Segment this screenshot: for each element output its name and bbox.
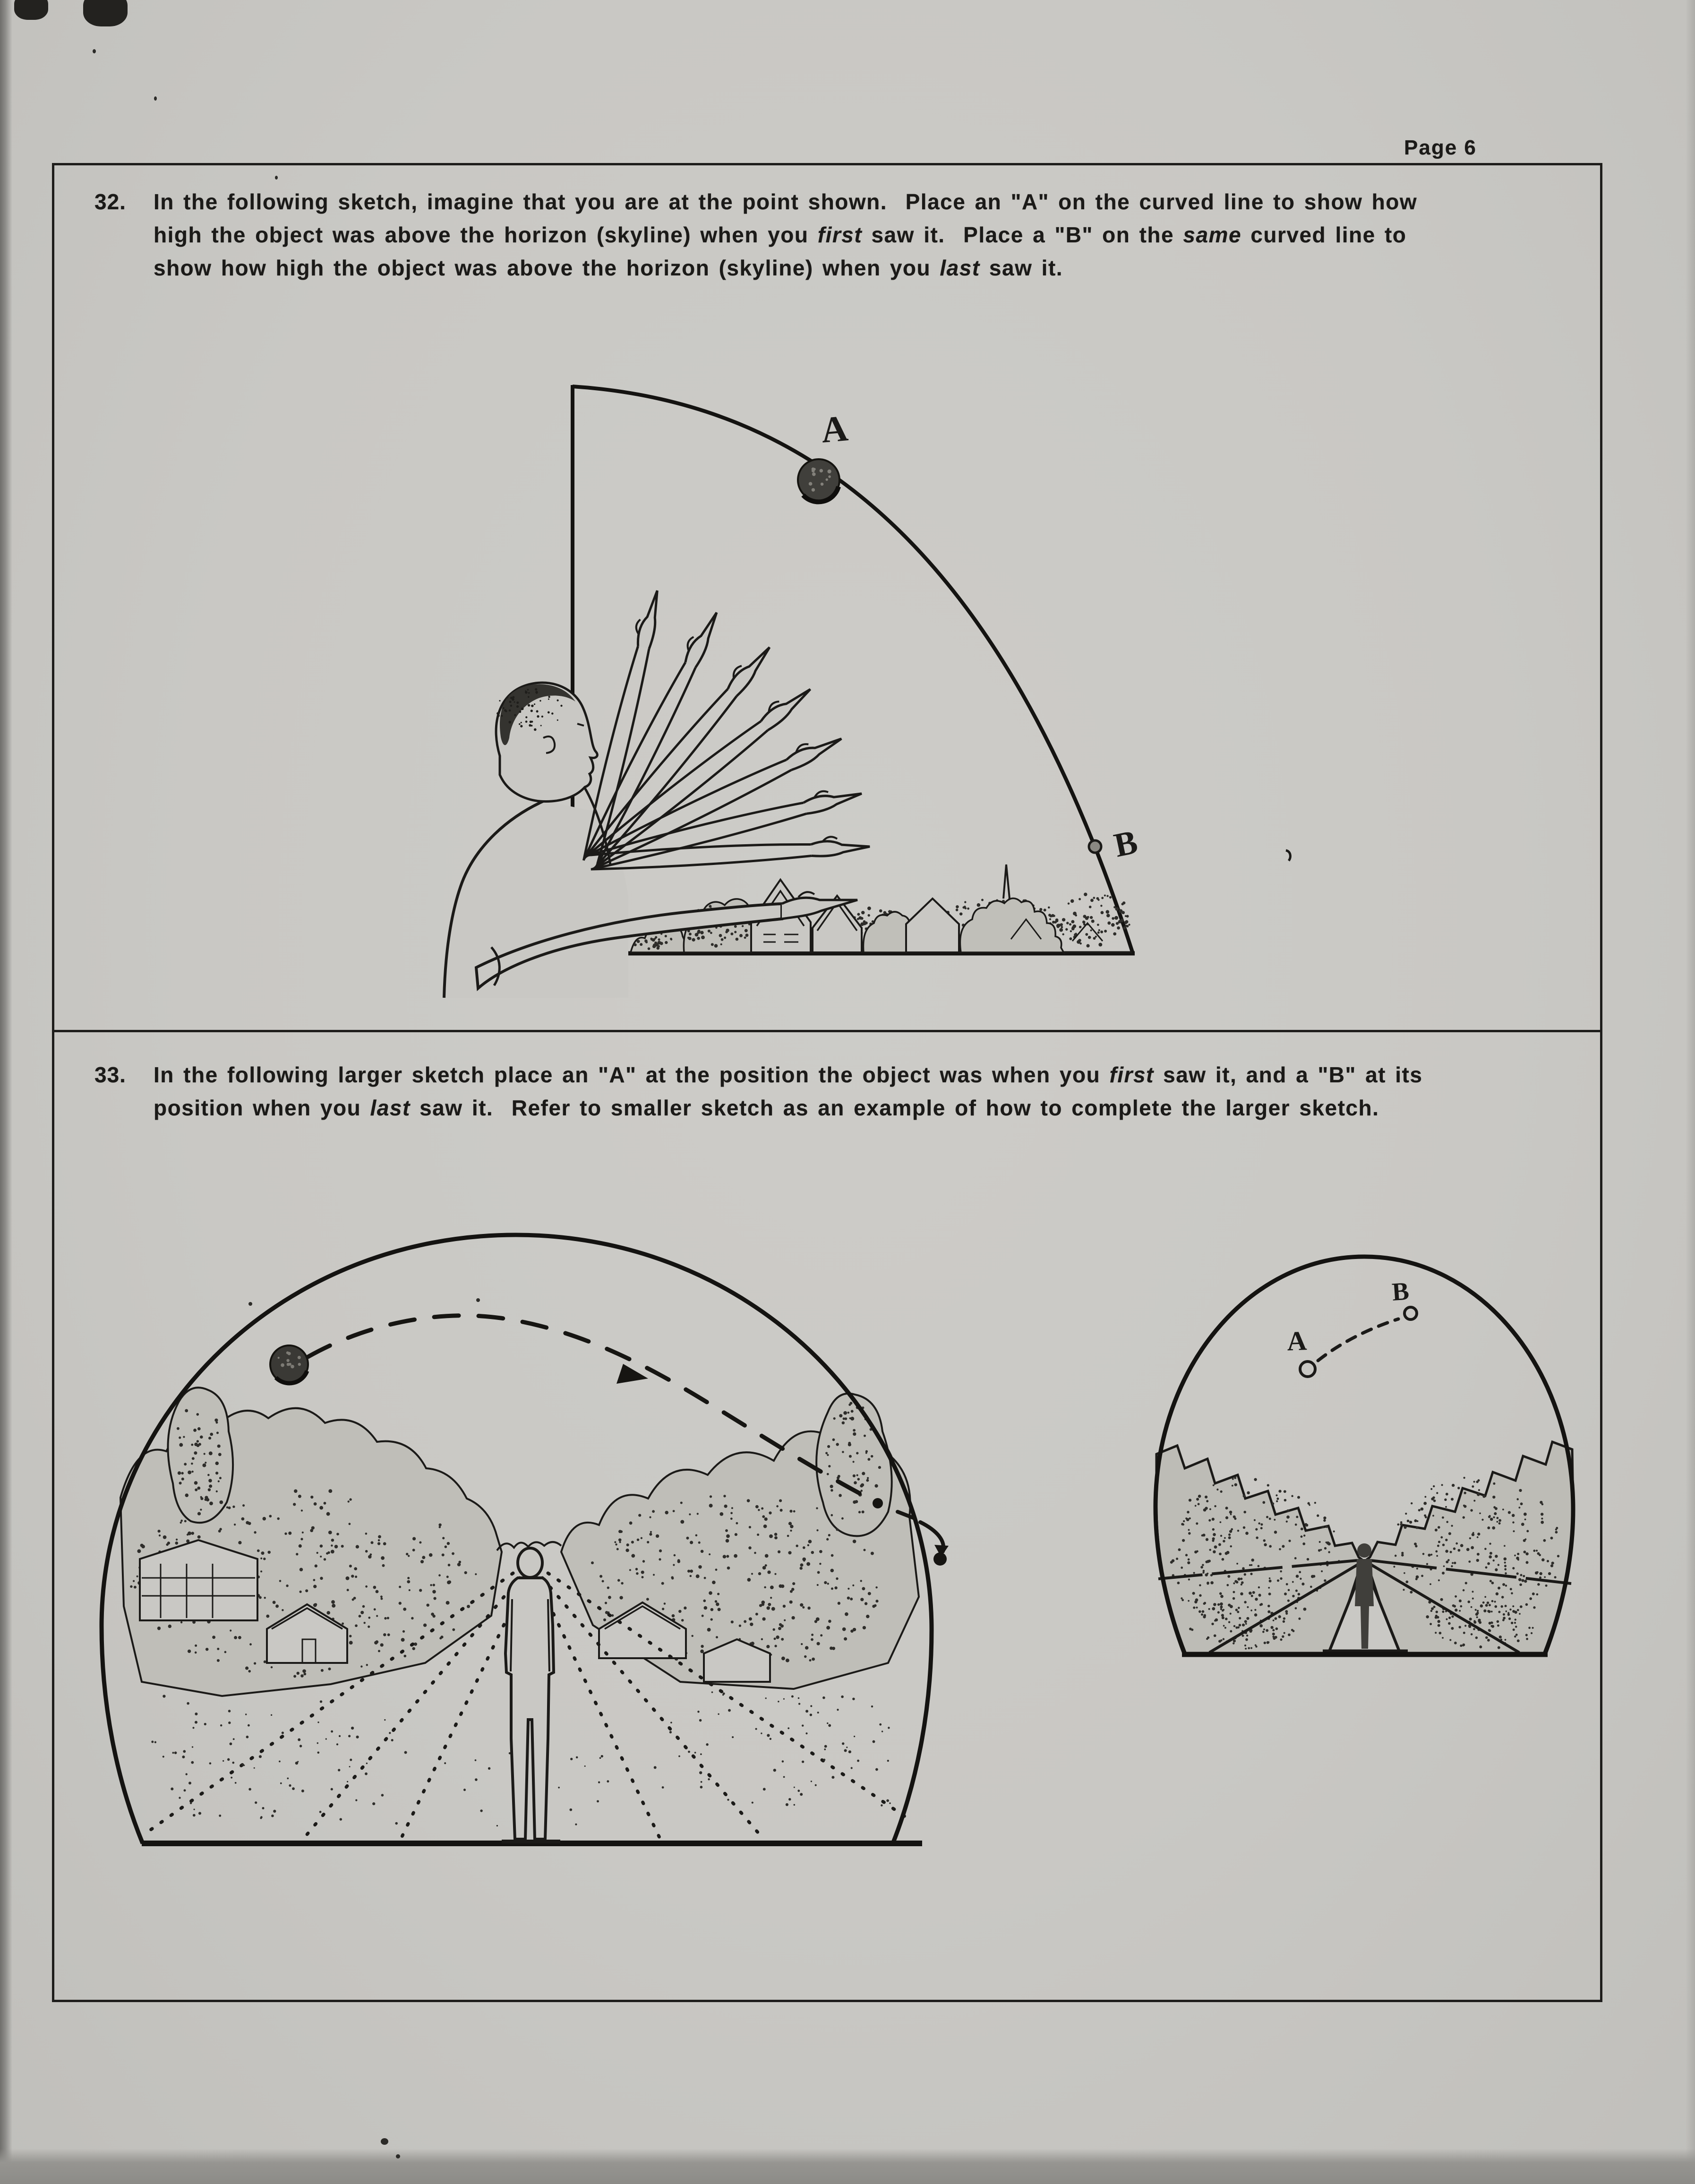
scan-speck <box>93 49 96 53</box>
scan-shadow-bottom <box>0 2149 1695 2184</box>
trajectory-end-point <box>933 1552 947 1566</box>
point-b-circle <box>1089 840 1101 853</box>
person-silhouette-large <box>502 1548 560 1841</box>
example-scene <box>1156 1442 1573 1653</box>
sketch-large-street-dome <box>71 1190 1039 1876</box>
scan-speck <box>396 2154 400 2158</box>
sketch-elevation-quarter-arc <box>425 368 1346 1020</box>
point-b-circle <box>1404 1307 1417 1319</box>
film-edge-left <box>0 0 12 2184</box>
point-a-circle <box>1300 1362 1315 1377</box>
elevation-arc <box>573 386 1133 953</box>
stray-pen-mark <box>1286 850 1290 861</box>
scan-artifact-blob <box>83 0 128 26</box>
scan-speck <box>154 96 157 101</box>
example-annotation <box>1286 1277 1417 1377</box>
scan-speck <box>381 2138 388 2145</box>
question-32-line-2: high the object was above the horizon (skyline) when you first saw it. Place a "B" on the same curved line to <box>154 223 1407 247</box>
question-32-number: 32. <box>94 189 126 214</box>
question-32-line-1: In the following sketch, imagine that you are at the point shown. Place an "A" on the curved line to show how <box>154 189 1418 214</box>
question-33-number: 33. <box>94 1062 126 1087</box>
question-33-line-2: position when you last saw it. Refer to smaller sketch as an example of how to complete the larger sketch. <box>154 1096 1379 1120</box>
object-ball <box>798 459 839 502</box>
sketch-small-example-dome <box>1134 1228 1606 1701</box>
label-b: B <box>1391 1276 1410 1306</box>
question-33-line-1: In the following larger sketch place an "A" at the position the object was when you first saw it, and a "B" at its <box>154 1062 1423 1087</box>
label-a: A <box>1286 1325 1308 1357</box>
scan-artifact-blob <box>14 0 48 20</box>
question-32-line-3: show how high the object was above the horizon (skyline) when you last saw it. <box>154 256 1063 280</box>
trajectory-arrowhead <box>616 1364 648 1384</box>
example-trajectory-dashes <box>1318 1319 1398 1361</box>
section-divider-line <box>52 1030 1600 1032</box>
page-number-label: Page 6 <box>1404 136 1477 159</box>
film-edge-right <box>1686 0 1695 2184</box>
label-a: A <box>819 407 850 451</box>
label-b: B <box>1111 822 1141 865</box>
